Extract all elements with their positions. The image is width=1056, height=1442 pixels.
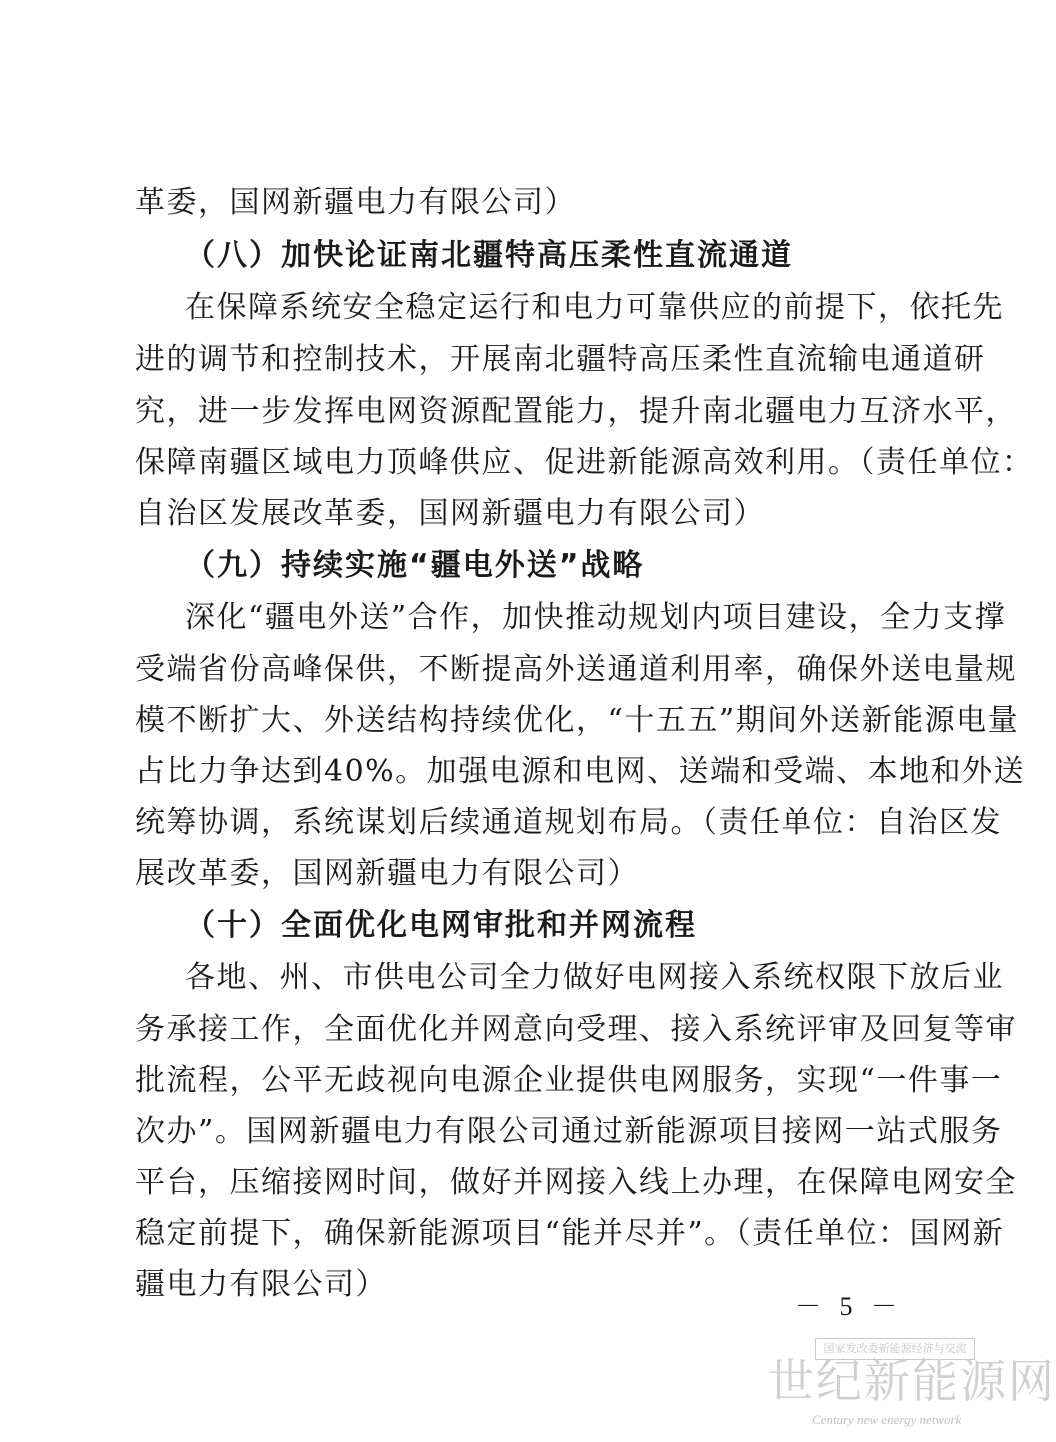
text-line: 展改革委，国网新疆电力有限公司） <box>135 856 639 891</box>
text-line: 疆电力有限公司） <box>135 1267 387 1302</box>
text-line: 批流程，公平无歧视向电源企业提供电网服务，实现“一件事一 <box>135 1063 1003 1098</box>
text-line: 稳定前提下，确保新能源项目“能并尽并”。（责任单位：国网新 <box>135 1216 1005 1251</box>
section-heading-8: （八）加快论证南北疆特高压柔性直流通道 <box>185 238 793 273</box>
text-line: 次办”。国网新疆电力有限公司通过新能源项目接网一站式服务 <box>135 1114 1003 1149</box>
text-line: 保障南疆区域电力顶峰供应、促进新能源高效利用。（责任单位： <box>135 445 1034 480</box>
text-line: 究，进一步发挥电网资源配置能力，提升南北疆电力互济水平， <box>135 394 1017 429</box>
text-line: 在保障系统安全稳定运行和电力可靠供应的前提下，依托先 <box>185 290 1004 325</box>
page-number: － 5 － <box>795 1292 904 1321</box>
text-line: 平台，压缩接网时间，做好并网接入线上办理，在保障电网安全 <box>135 1165 1017 1200</box>
watermark-tagline: 国家发改委新能源经济与交流 <box>815 1338 975 1360</box>
text-line: 深化“疆电外送”合作，加快推动规划内项目建设，全力支撑 <box>185 600 1007 635</box>
watermark-logo: 世纪新能源网 <box>768 1354 1056 1408</box>
text-line: 务承接工作，全面优化并网意向受理、接入系统评审及回复等审 <box>135 1012 1017 1047</box>
section-heading-9: （九）持续实施“疆电外送”战略 <box>185 548 645 583</box>
text-line: 革委，国网新疆电力有限公司） <box>135 185 576 220</box>
text-line: 模不断扩大、外送结构持续优化，“十五五”期间外送新能源电量 <box>135 703 1020 738</box>
text-line: 自治区发展改革委，国网新疆电力有限公司） <box>135 496 765 531</box>
text-line: 各地、州、市供电公司全力做好电网接入系统权限下放后业 <box>185 960 1004 995</box>
text-line: 进的调节和控制技术，开展南北疆特高压柔性直流输电通道研 <box>135 342 986 377</box>
text-line: 统筹协调，系统谋划后续通道规划布局。（责任单位：自治区发 <box>135 805 1002 840</box>
text-line: 受端省份高峰保供，不断提高外送通道利用率，确保外送电量规 <box>135 652 1017 687</box>
watermark-url: Century new energy network <box>812 1412 962 1427</box>
section-heading-10: （十）全面优化电网审批和并网流程 <box>185 908 697 943</box>
text-line: 占比力争达到40%。加强电源和电网、送端和受端、本地和外送 <box>135 754 1026 789</box>
